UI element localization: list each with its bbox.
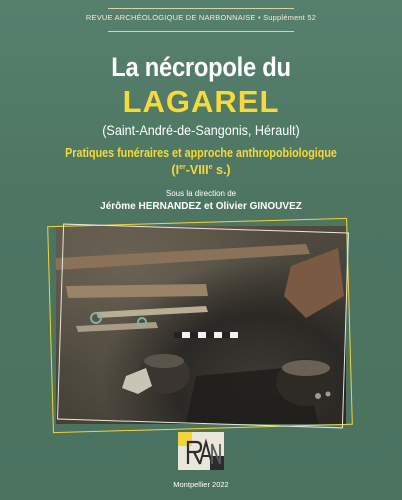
editors-names: Jérôme HERNANDEZ et Olivier GINOUVEZ xyxy=(100,201,302,212)
supplement-number: Supplément 52 xyxy=(263,13,317,22)
editors-intro: Sous la direction de xyxy=(165,189,237,198)
series-line xyxy=(0,13,402,22)
period-close: s.) xyxy=(212,163,231,177)
period-open: (I xyxy=(171,163,180,177)
ran-logo-icon xyxy=(178,432,224,470)
series-separator: • xyxy=(257,13,261,22)
period-sup-1: er xyxy=(179,163,186,171)
book-title: La nécropole du xyxy=(111,52,291,82)
site-location: (Saint-André-de-Sangonis, Hérault) xyxy=(102,122,300,138)
ran-logo-graphic xyxy=(178,432,224,470)
journal-name: REVUE ARCHÉOLOGIQUE DE NARBONNAISE xyxy=(85,13,256,22)
site-name: LAGAREL xyxy=(122,84,280,119)
period-sup-2: e xyxy=(208,163,213,171)
book-theme: Pratiques funéraires et approche anthropobiologique xyxy=(65,146,337,160)
series-rule-top xyxy=(108,8,294,9)
period-mid: -VIII xyxy=(185,163,209,177)
book-period xyxy=(0,163,402,177)
series-rule-bottom xyxy=(108,31,294,32)
place-year: Montpellier 2022 xyxy=(173,480,229,489)
logo-yellow-square xyxy=(178,432,192,446)
white-frame-decoration xyxy=(57,224,349,429)
